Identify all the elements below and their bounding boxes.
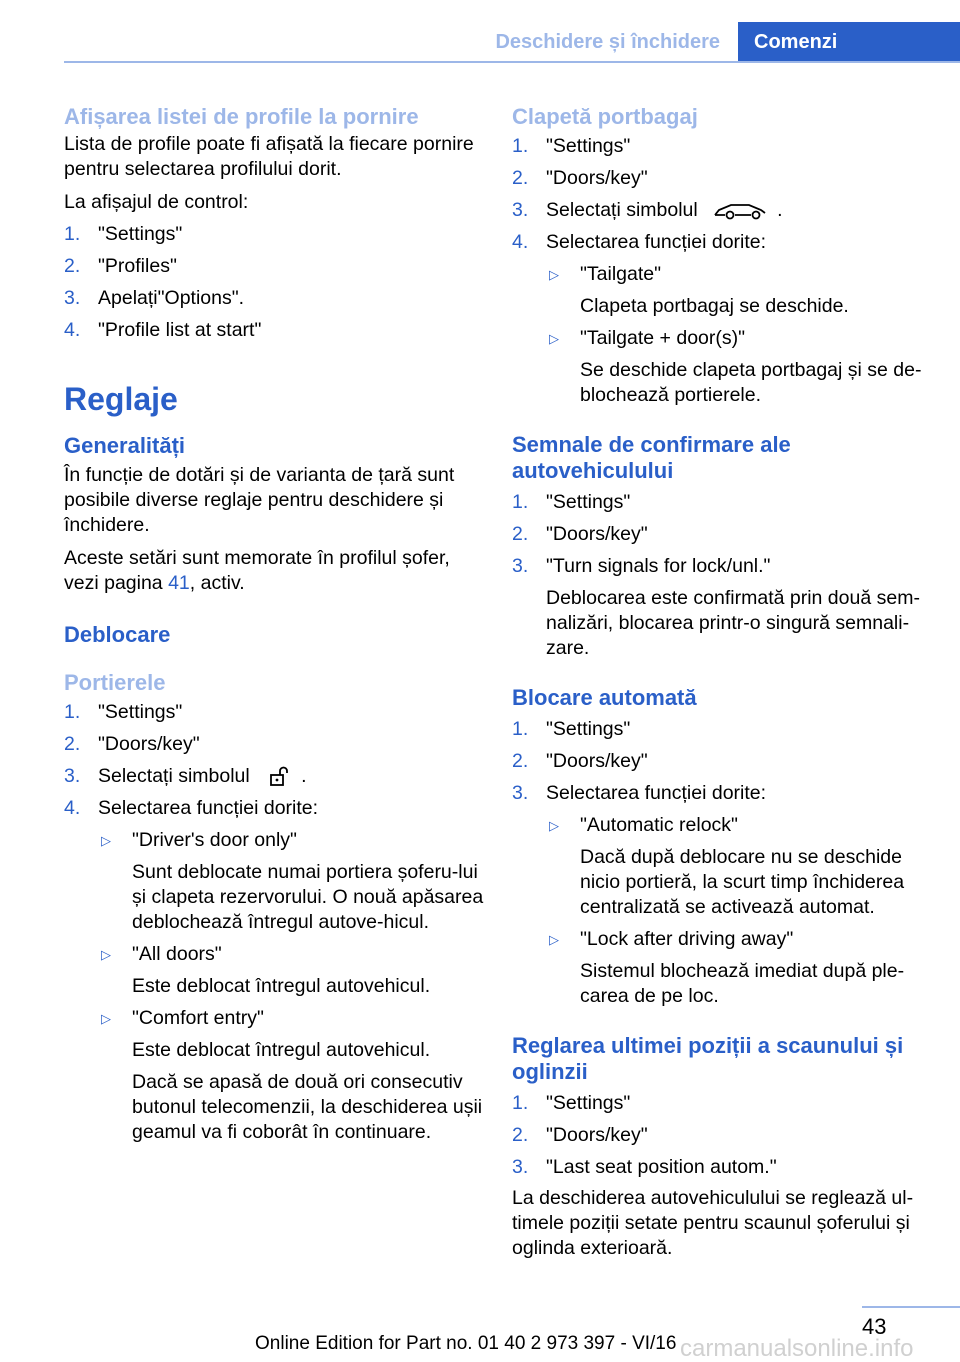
list-item: 3. Selectați simbolul . bbox=[512, 199, 783, 221]
page-number: 43 bbox=[862, 1314, 887, 1339]
list-item: 3. "Last seat position autom." bbox=[512, 1156, 777, 1178]
reglarea-heading: Reglarea ultimei poziții a scaunului și oglinzii bbox=[512, 1033, 904, 1084]
page-header bbox=[0, 0, 960, 62]
clapeta-steps-list bbox=[512, 134, 932, 255]
header-chapter-tab: Comenzi bbox=[738, 22, 960, 62]
blocare-steps-list bbox=[512, 717, 932, 806]
list-item: 1. "Settings" bbox=[512, 491, 631, 513]
option-item: ▷ "Driver's door only" Sunt deblocate numai portiera șoferu-lui și clapeta rezervorului. O nouă apăsarea deblochează întregul autove-hicul. bbox=[101, 829, 484, 933]
option-item: ▷ "Automatic relock" Dacă după deblocare nu se deschide nicio portieră, la scurt timp închiderea centralizată se activează automat. bbox=[549, 814, 905, 918]
list-item: 2. "Doors/key" bbox=[512, 167, 648, 189]
list-item: 1. "Settings" bbox=[512, 718, 631, 740]
footer-rule bbox=[862, 1306, 960, 1308]
right-column bbox=[512, 100, 932, 1261]
profile-paragraph-2: La afișajul de control: bbox=[64, 191, 249, 213]
option-item: ▷ "Tailgate + door(s)" Se deschide clapeta portbagaj și se de-blochează portierele. bbox=[549, 327, 922, 406]
reglarea-paragraph: La deschiderea autovehiculului se reglează ul-timele poziții setate pentru scaunul șoferului și oglinda exterioară. bbox=[512, 1187, 914, 1259]
list-item: 1. "Settings" bbox=[64, 701, 183, 723]
list-item: 3. Selectați simbolul . bbox=[64, 765, 307, 787]
list-item: 2. "Doors/key" bbox=[512, 1124, 648, 1146]
semnale-steps-list bbox=[512, 490, 932, 661]
portierele-steps-list bbox=[64, 700, 484, 821]
list-item: 3. Apelați"Options". bbox=[64, 287, 245, 309]
profile-paragraph-1: Lista de profile poate fi afișată la fiecare pornire pentru selectarea profilului dorit. bbox=[64, 133, 474, 180]
blocare-automata-heading: Blocare automată bbox=[512, 685, 697, 710]
watermark: carmanualsonline.info bbox=[680, 1335, 914, 1362]
header-rule bbox=[64, 61, 960, 63]
generalitati-paragraph-2: Aceste setări sunt memorate în profilul șofer, vezi pagina 41, activ. bbox=[64, 547, 450, 594]
list-item: 3. "Turn signals for lock/unl." Deblocarea este confirmată prin două sem-nalizări, blocarea printr-o singură semnali-zare. bbox=[512, 554, 932, 661]
list-item: 1. "Settings" bbox=[64, 223, 183, 245]
semnale-description: Deblocarea este confirmată prin două sem-nalizări, blocarea printr-o singură semnali-zare. bbox=[546, 587, 920, 659]
option-item: ▷ "All doors" Este deblocat întregul autovehicul. bbox=[101, 943, 431, 997]
generalitati-heading: Generalități bbox=[64, 433, 186, 458]
option-item: ▷ "Comfort entry" Este deblocat întregul autovehicul. Dacă se apasă de două ori consecutiv butonul telecomenzii, la deschiderea ușii geamul va fi coborât în continuare. bbox=[101, 1007, 483, 1143]
car-tailgate-icon bbox=[711, 200, 769, 222]
portierele-heading: Portierele bbox=[64, 670, 166, 695]
list-item: 4. "Profile list at start" bbox=[64, 319, 262, 341]
profile-steps-list bbox=[64, 222, 484, 343]
reglaje-title: Reglaje bbox=[64, 381, 178, 417]
header-section-title: Deschidere și închidere bbox=[495, 31, 720, 53]
list-item: 2. "Doors/key" bbox=[64, 733, 200, 755]
semnale-heading: Semnale de confirmare ale autovehiculului bbox=[512, 432, 791, 483]
clapeta-options-list bbox=[546, 262, 932, 408]
list-item: 3. Selectarea funcției dorite: bbox=[512, 782, 767, 804]
list-item: 1. "Settings" bbox=[512, 135, 631, 157]
page-reference-link[interactable]: 41 bbox=[168, 572, 190, 594]
list-item: 2. "Doors/key" bbox=[512, 750, 648, 772]
option-item: ▷ "Tailgate" Clapeta portbagaj se deschide. bbox=[549, 263, 849, 317]
list-item: 2. "Doors/key" bbox=[512, 523, 648, 545]
deblocare-heading: Deblocare bbox=[64, 622, 171, 647]
clapeta-heading: Clapetă portbagaj bbox=[512, 104, 698, 129]
option-item: ▷ "Lock after driving away" Sistemul blochează imediat după ple-carea de pe loc. bbox=[549, 928, 905, 1007]
portierele-options-list bbox=[98, 828, 484, 1145]
left-column bbox=[64, 100, 484, 1145]
profile-list-heading: Afișarea listei de profile la pornire bbox=[64, 104, 419, 129]
list-item: 4. Selectarea funcției dorite: bbox=[512, 231, 767, 253]
unlock-icon bbox=[261, 766, 295, 788]
reglarea-steps-list bbox=[512, 1091, 932, 1180]
edition-footer: Online Edition for Part no. 01 40 2 973 397 - VI/16 bbox=[255, 1333, 677, 1354]
list-item: 4. Selectarea funcției dorite: bbox=[64, 797, 319, 819]
generalitati-paragraph-1: În funcție de dotări și de varianta de țară sunt posibile diverse reglaje pentru deschidere și închidere. bbox=[64, 464, 455, 536]
list-item: 1. "Settings" bbox=[512, 1092, 631, 1114]
list-item: 2. "Profiles" bbox=[64, 255, 177, 277]
blocare-options-list bbox=[546, 813, 932, 1009]
